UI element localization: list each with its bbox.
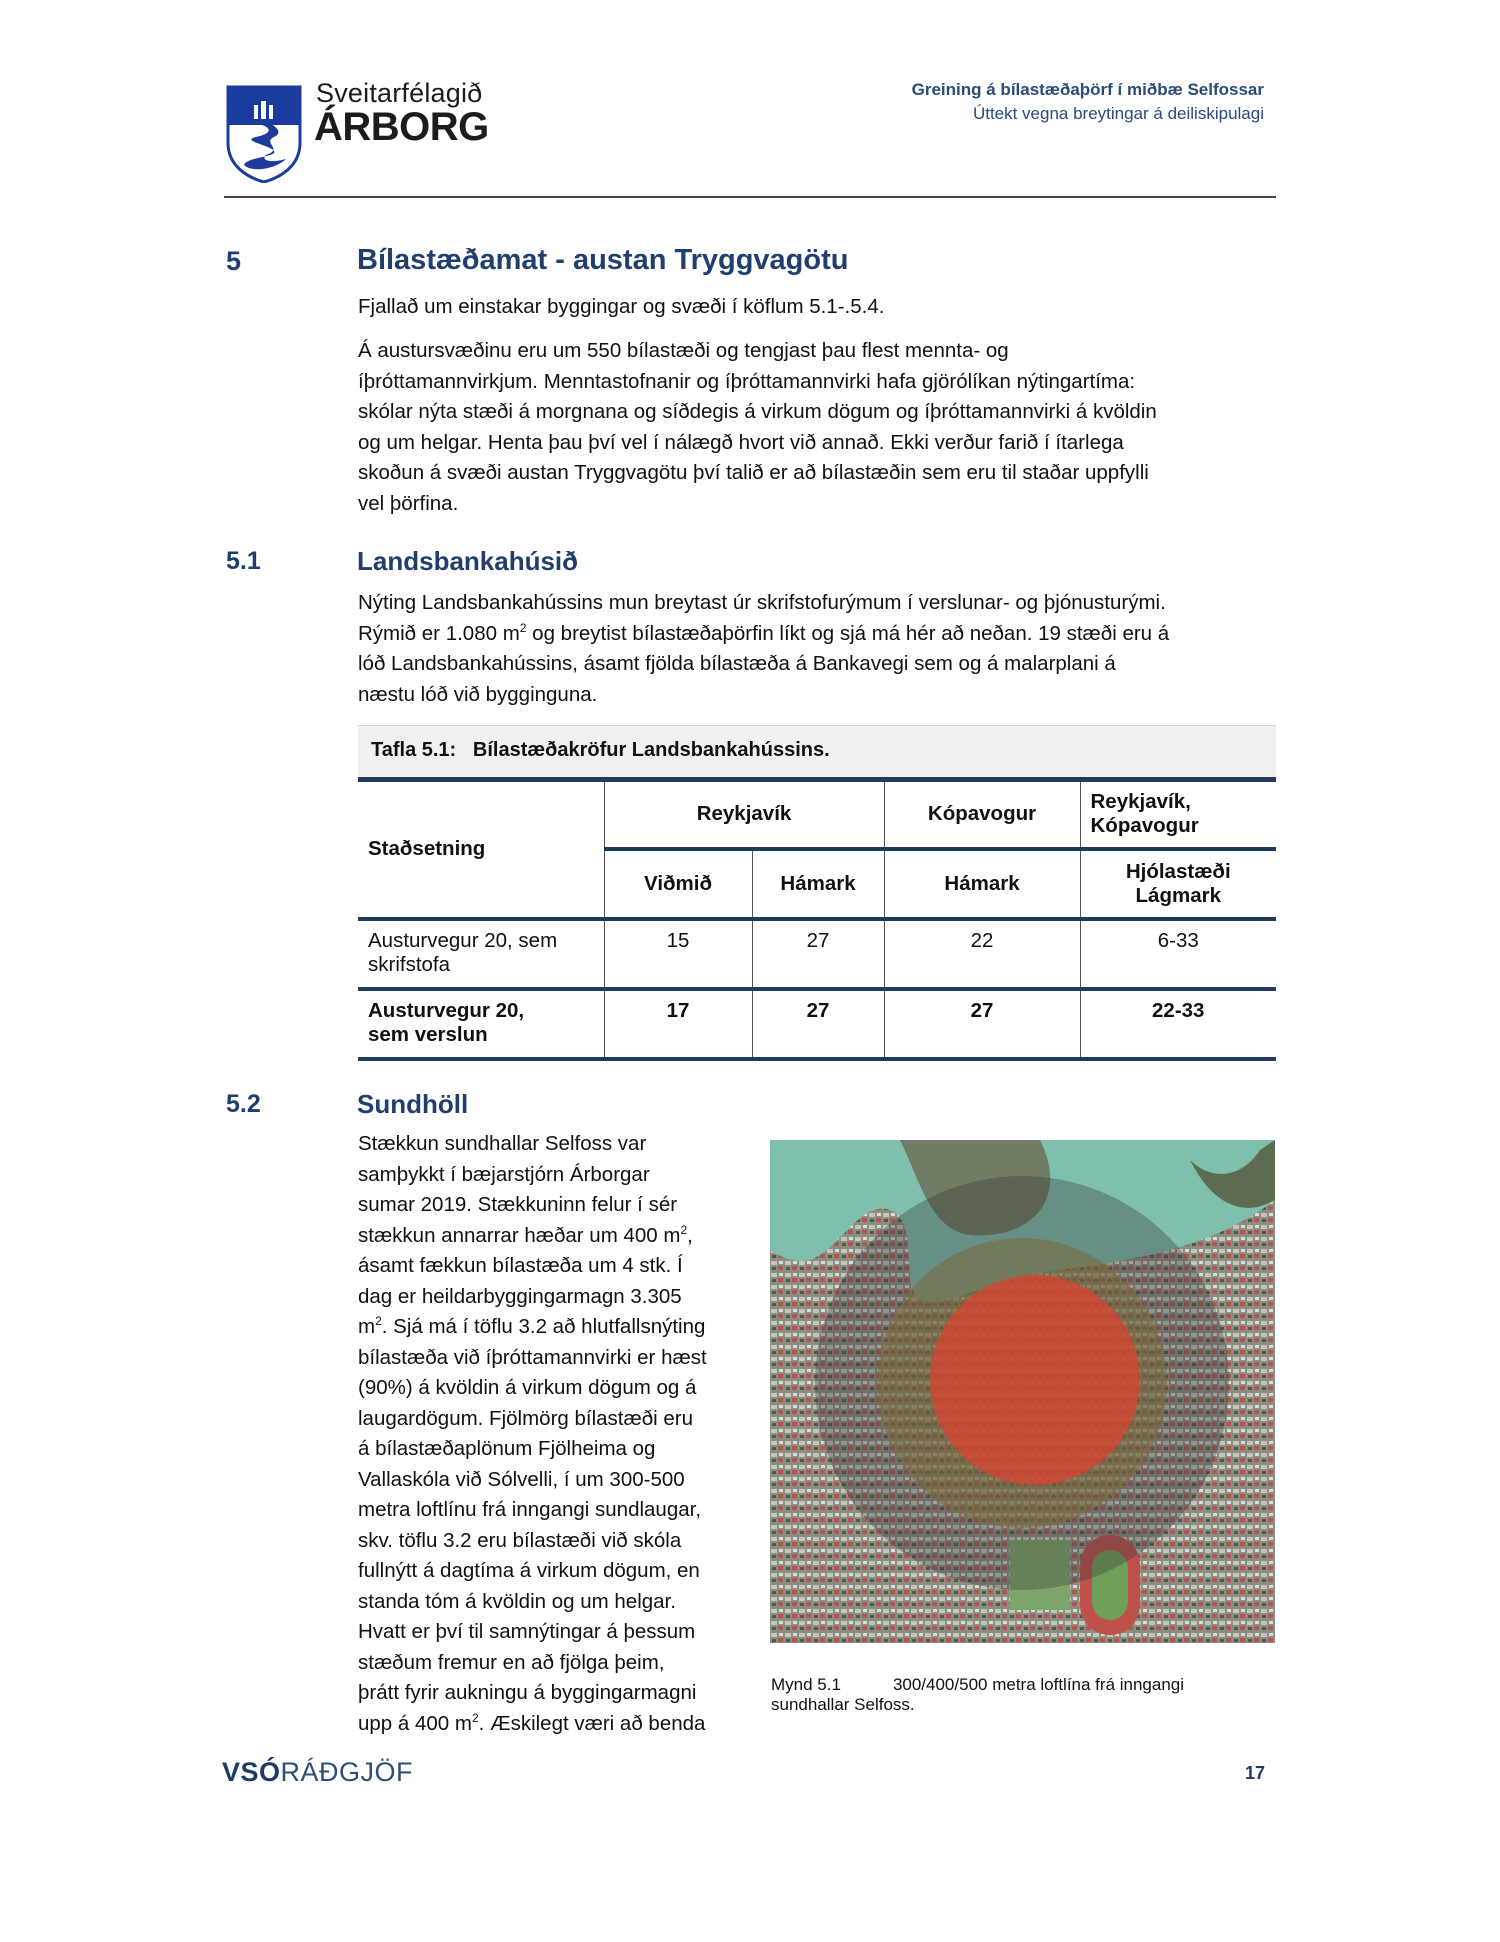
superscript: 2 [375,1314,382,1329]
header-hamark-reykjavik: Hámark [752,849,884,919]
arborg-shield-icon [226,85,302,183]
paragraph-line: vel þörfina. [358,491,459,515]
text-run: . Sjá má í töflu 3.2 að hlutfallsnýting [381,1315,706,1338]
paragraph-line: skoðun á svæði austan Tryggvagötu því talið er að bílastæðin sem eru til staðar uppfylli [358,461,1149,484]
paragraph-line: Stækkun sundhallar Selfoss var [358,1132,647,1155]
text-run: upp á 400 m [358,1711,472,1735]
vso-radgjof-logo [222,1757,413,1788]
table-caption: Tafla 5.1: Bílastæðakröfur Landsbankahússins. [371,739,830,761]
text-run: , [687,1223,693,1247]
header-group-reykjavik: Reykjavík [604,780,884,849]
cell-text: sem verslun [368,1022,488,1046]
map-ring-300m [930,1275,1140,1485]
paragraph-line [358,1312,758,1343]
header-group-kopavogur: Kópavogur [884,780,1080,849]
paragraph-line: íþróttamannvirkjum. Menntastofnanir og íþróttamannvirki hafa gjörólíkan nýtingartíma: [358,369,1136,393]
paragraph-line: metra loftlínu frá inngangi sundlaugar, [358,1498,702,1521]
cell-vidmid: 15 [604,919,752,989]
header-bike [1080,849,1276,919]
paragraph-line [358,619,1169,650]
paragraph-line: laugardögum. Fjölmörg bílastæði eru [358,1406,693,1430]
paragraph-line: skólar nýta stæði á morgnana og síðdegis á virkum dögum og íþróttamannvirki á kvöldin [358,400,1157,423]
header-text: Hjólastæði [1125,859,1231,883]
header-text: Lágmark [1135,883,1221,907]
section-number: 5 [226,246,242,276]
text-run: . Æskilegt væri að benda [478,1711,706,1735]
header-location: Staðsetning [358,780,604,919]
header-text: Reykjavík, [1090,790,1191,814]
cell-location [358,989,604,1059]
superscript: 2 [471,1710,479,1725]
cell-hamark-reykjavik: 27 [752,919,884,989]
header-hamark-kopavogur: Hámark [884,849,1080,919]
header-divider [224,196,1276,198]
paragraph-line: stæðum fremur en að fjölga þeim, [358,1650,665,1674]
paragraph-line: ásamt fækkun bílastæða um 4 stk. Í [358,1254,683,1277]
text-run: stækkun annarrar hæðar um 400 m [358,1223,681,1247]
cell-bike: 22-33 [1080,989,1276,1059]
page-number: 17 [1245,1763,1266,1783]
subsection-number: 5.1 [226,547,261,575]
table-row [358,989,1276,1059]
aerial-map-image [770,1140,1275,1643]
paragraph-line: dag er heildarbyggingarmagn 3.305 [358,1284,682,1308]
logo-bold-text: VSÓ [222,1757,281,1787]
paragraph-line: skv. töflu 3.2 eru bílastæði við skóla [358,1528,682,1552]
superscript: 2 [519,620,527,635]
cell-vidmid: 17 [604,989,752,1059]
paragraph-line [358,1709,758,1740]
paragraph-line: fullnýtt á dagtíma á virkum dögum, en [358,1559,700,1582]
paragraph-line: samþykkt í bæjarstjórn Árborgar [358,1162,650,1186]
requirements-table [358,777,1276,1061]
paragraph-line [358,1221,758,1252]
table-row [358,919,1276,989]
subsection-title: Sundhöll [357,1089,469,1119]
cell-text: Austurvegur 20, sem [368,928,558,952]
text-run: Rýmið er 1.080 m [358,621,520,645]
figure-caption [771,1675,1271,1715]
logo-light-text: RÁÐGJÖF [280,1757,414,1787]
section-intro: Fjallað um einstakar byggingar og svæði í köflum 5.1-.5.4. [358,295,885,318]
paragraph-line: næstu lóð við bygginguna. [358,682,598,706]
figure-caption-text: sundhallar Selfoss. [771,1695,915,1714]
logo-text-line2: ÁRBORG [314,105,489,149]
subsection-title: Landsbankahúsið [357,546,579,576]
document-title: Greining á bílastæðaþörf í miðbæ Selfossar [911,80,1264,99]
paragraph-line: lóð Landsbankahússins, ásamt fjölda bílastæða á Bankavegi sem og á malarplani á [358,652,1116,675]
paragraph-line: (90%) á kvöldin á virkum dögum og á [358,1376,697,1399]
cell-text: skrifstofa [368,952,451,976]
cell-text: Austurvegur 20, [368,998,525,1022]
document-subtitle: Úttekt vegna breytingar á deiliskipulagi [972,104,1264,123]
figure-label: Mynd 5.1 [771,1675,841,1694]
paragraph-line: Vallaskóla við Sólvelli, í um 300-500 [358,1467,685,1491]
section-paragraph [358,336,1157,519]
header-group-both [1080,780,1276,849]
paragraph-line: og um helgar. Henta þau því vel í nálægð hvort við annað. Ekki verður farið í ítarlega [358,430,1124,454]
header-vidmid: Viðmið [604,849,752,919]
subsection-number: 5.2 [226,1090,261,1118]
cell-hamark-reykjavik: 27 [752,989,884,1059]
cell-bike: 6-33 [1080,919,1276,989]
paragraph-line: Á austursvæðinu eru um 550 bílastæði og tengjast þau flest mennta- og [358,339,1009,362]
paragraph-line: á bílastæðaplönum Fjölheima og [358,1437,656,1460]
cell-hamark-kopavogur: 22 [884,919,1080,989]
header-text: Kópavogur [1090,814,1199,838]
text-run: og breytist bílastæðaþörfin líkt og sjá má hér að neðan. 19 stæði eru á [526,621,1170,645]
figure-caption-text: 300/400/500 metra loftlína frá inngangi [892,1675,1185,1694]
logo-text-line1: Sveitarfélagið [316,78,483,108]
subsection-paragraph [358,1129,758,1739]
paragraph-line: bílastæða við íþróttamannvirki er hæst [358,1345,707,1369]
paragraph-line: sumar 2019. Stækkuninn felur í sér [358,1193,678,1216]
subsection-paragraph [358,588,1169,710]
text-run: m [358,1315,376,1338]
cell-location [358,919,604,989]
paragraph-line: Hvatt er því til samnýtingar á þessum [358,1620,696,1643]
paragraph-line: standa tóm á kvöldin og um helgar. [358,1589,676,1613]
superscript: 2 [680,1222,688,1237]
paragraph-line: Nýting Landsbankahússins mun breytast úr skrifstofurýmum í verslunar- og þjónusturými. [358,591,1166,614]
section-title: Bílastæðamat - austan Tryggvagötu [357,244,849,276]
paragraph-line: þrátt fyrir aukningu á byggingarmagni [358,1681,697,1704]
cell-hamark-kopavogur: 27 [884,989,1080,1059]
